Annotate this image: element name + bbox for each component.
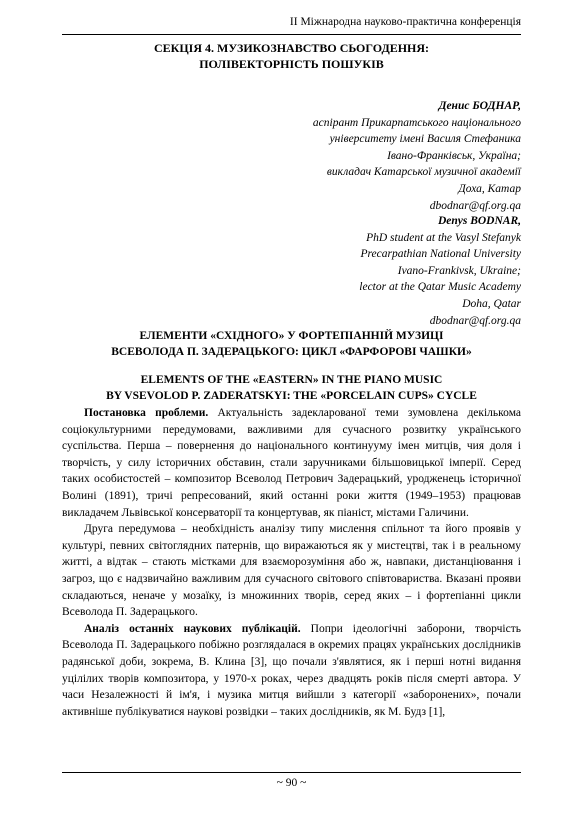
conference-title: ІІ Міжнародна науково-практична конференція <box>289 16 521 28</box>
paragraph-text: Попри ідеологічні заборони, творчість Всеволода П. Задерацького побіжно розглядалася в окремих працях українських дослідників радянської доби, зокрема, В. Клина [3], що почали з'являтися, як і перші нотні видання уцілілих творів композитора, у 1970-х роках, через двадцять років після смерті автора. У часи Незалежності й ім'я, і музика митця вийшли з категорії «заборонених», почали активніше публікуватися наукові розвідки – таких дослідників, як М. Будз [1], <box>62 622 521 718</box>
article-title-line-2: BY VSEVOLOD P. ZADERATSKYI: THE «PORCELAIN CUPS» CYCLE <box>106 389 477 402</box>
section-heading <box>62 40 521 72</box>
article-body <box>62 405 521 720</box>
article-title-line-1: ELEMENTS OF THE «EASTERN» IN THE PIANO MUSIC <box>140 374 443 386</box>
author-location-line: Doha, Qatar <box>462 297 521 310</box>
author-location-line: Ivano-Frankivsk, Ukraine; <box>397 264 521 277</box>
author-name-ua: Денис БОДНАР, <box>438 100 521 112</box>
section-heading-line-1: СЕКЦІЯ 4. МУЗИКОЗНАВСТВО СЬОГОДЕННЯ: <box>153 41 430 55</box>
author-affiliation-line: PhD student at the Vasyl Stefanyk <box>366 231 521 244</box>
author-affiliation-line: університету імені Василя Стефаника <box>329 133 521 146</box>
author-email: dbodnar@qf.org.qa <box>429 314 521 327</box>
running-header <box>62 10 521 35</box>
article-title-ukrainian <box>62 329 521 360</box>
author-location-line: Доха, Катар <box>458 182 521 195</box>
paragraph-lead: Постановка проблеми. <box>84 407 209 419</box>
page-footer <box>62 772 521 789</box>
author-affiliation-line: Precarpathian National University <box>360 248 521 261</box>
page-number: ~ 90 ~ <box>276 777 307 789</box>
paragraph-literature-review <box>62 621 521 721</box>
section-heading-line-2: ПОЛІВЕКТОРНІСТЬ ПОШУКІВ <box>199 57 384 71</box>
author-block-ukrainian <box>313 98 521 214</box>
paragraph-problem-statement <box>62 405 521 521</box>
author-name-en: Denys BODNAR, <box>437 215 521 227</box>
author-location-line: Івано-Франківськ, Україна; <box>387 149 521 162</box>
paragraph-text: Актуальність задекларованої теми зумовлена декількома соціокультурними передумовами, важливими для сучасного розвитку українського суспільства. Перша – повернення до національного континууму імен митців, чия доля і творчість, у силу історичних обставин, стали заручниками більшовицької імперії. Серед таких особистостей – композитор Всеволод Петрович Задерацький, уродженець історичної Волині (1891), тричі репресований, який останні роки життя (1949–1953) працював викладачем Львівської консерваторії та концертував, як піаніст, містами Галичини. <box>62 407 521 519</box>
paragraph-text: Друга передумова – необхідність аналізу типу мислення спільнот та його проявів у культурі, певних світоглядних патернів, що виражаються як у мистецтві, так і в реальному житті, а відтак – стають містками для взаєморозуміння або ж, навпаки, дистанціювання і загроз, що є надзвичайно важливим для сучасного світового співтовариства. Вказані прояви складаються, неначе у мозаїку, із множинних творів, серед яких – і фортепіанні цикли Всеволода П. Задерацького. <box>62 523 521 619</box>
author-block-english <box>359 213 521 329</box>
author-affiliation-line: аспірант Прикарпатського національного <box>312 116 521 129</box>
author-affiliation-line: викладач Катарської музичної академії <box>326 166 521 179</box>
author-email: dbodnar@qf.org.qa <box>429 199 521 212</box>
article-title-english <box>62 373 521 404</box>
paragraph-second-premise <box>62 521 521 621</box>
article-title-line-2: ВСЕВОЛОДА П. ЗАДЕРАЦЬКОГО: ЦИКЛ «ФАРФОРОВІ ЧАШКИ» <box>111 345 472 358</box>
author-affiliation-line: lector at the Qatar Music Academy <box>359 281 521 294</box>
article-title-line-1: ЕЛЕМЕНТИ «СХІДНОГО» У ФОРТЕПІАННІЙ МУЗИЦІ <box>139 330 444 342</box>
paragraph-lead: Аналіз останніх наукових публікацій. <box>84 622 301 635</box>
